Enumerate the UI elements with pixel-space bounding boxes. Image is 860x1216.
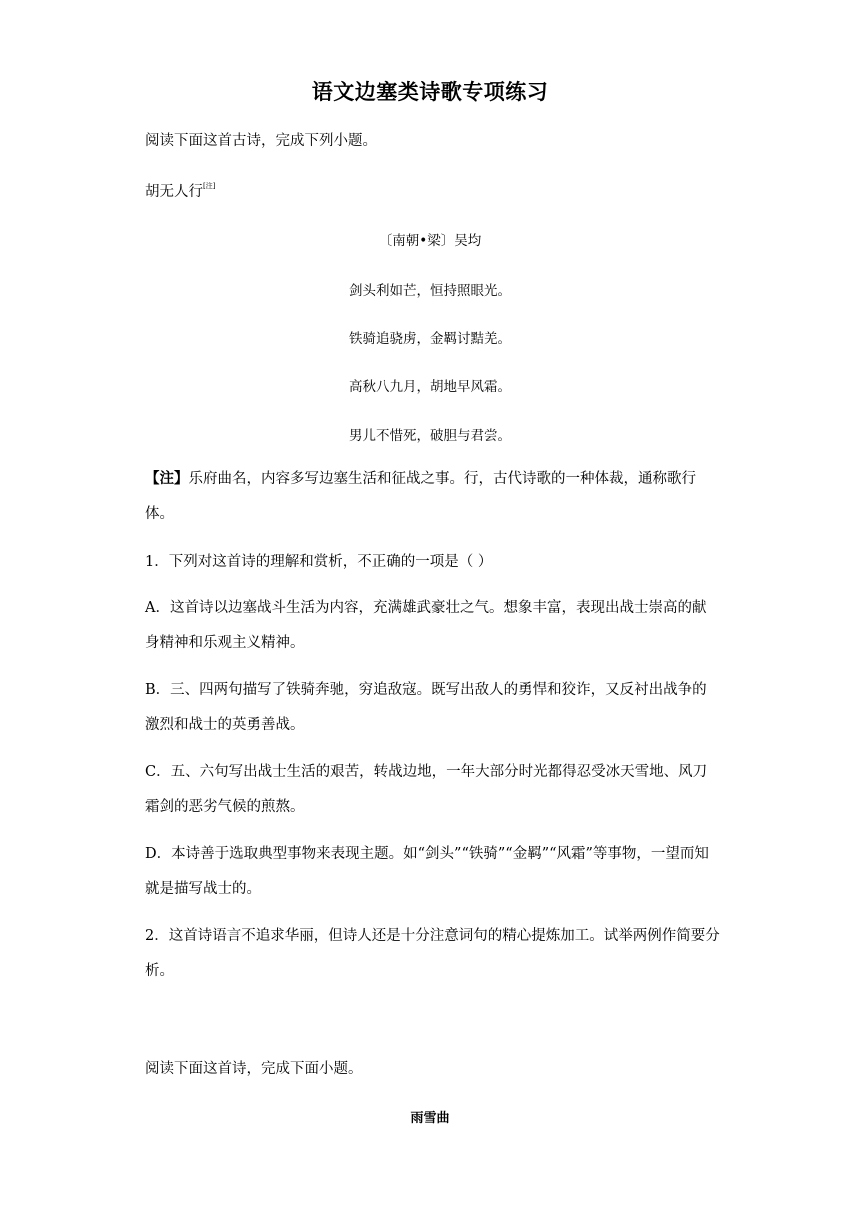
- option-a: A．这首诗以边塞战斗生活为内容，充满雄武豪壮之气。想象丰富，表现出战士崇高的献身精神和乐观主义精神。: [145, 600, 707, 651]
- question-2: 2．这首诗语言不追求华丽，但诗人还是十分注意词句的精心提炼加工。试举两例作简要分析。: [145, 928, 720, 979]
- poem-title: [145, 171, 720, 210]
- note-mark: 【注】: [145, 470, 189, 487]
- option-b: B．三、四两句描写了铁骑奔驰，穷追敌寇。既写出敌人的勇悍和狡诈，又反衬出战争的激烈和战士的英勇善战。: [145, 682, 707, 733]
- section1-intro: 阅读下面这首古诗，完成下列小题。: [145, 133, 377, 149]
- poem-title-text: 胡无人行: [145, 183, 203, 200]
- question-1: 1．下列对这首诗的理解和赏析，不正确的一项是（ ）: [145, 554, 493, 570]
- section2-intro: 阅读下面这首诗，完成下面小题。: [145, 1061, 363, 1077]
- section2-poem-title: 雨雪曲: [410, 1111, 450, 1126]
- poem-line: 剑头利如芒，恒持照眼光。: [349, 283, 511, 299]
- option-d: D．本诗善于选取典型事物来表现主题。如“剑头”“铁骑”“金羁”“风霜”等事物，一望而知就是描写战士的。: [145, 846, 709, 897]
- poem-line: 男儿不惜死，破胆与君尝。: [349, 428, 511, 444]
- poem-line: 铁骑追骁虏，金羁讨黠羌。: [349, 331, 511, 347]
- poem-title-note-mark: [注]: [203, 182, 216, 190]
- poem-author: 〔南朝•梁〕吴均: [378, 233, 482, 249]
- poem-note: [145, 461, 720, 532]
- option-c: C．五、六句写出战士生活的艰苦，转战边地，一年大部分时光都得忍受冰天雪地、风刀霜剑的恶劣气候的煎熬。: [145, 764, 708, 815]
- page-title: 语文边塞类诗歌专项练习: [311, 79, 549, 104]
- poem-line: 高秋八九月，胡地早风霜。: [349, 379, 511, 395]
- note-text: 乐府曲名，内容多写边塞生活和征战之事。行，古代诗歌的一种体裁，通称歌行体。: [145, 471, 696, 522]
